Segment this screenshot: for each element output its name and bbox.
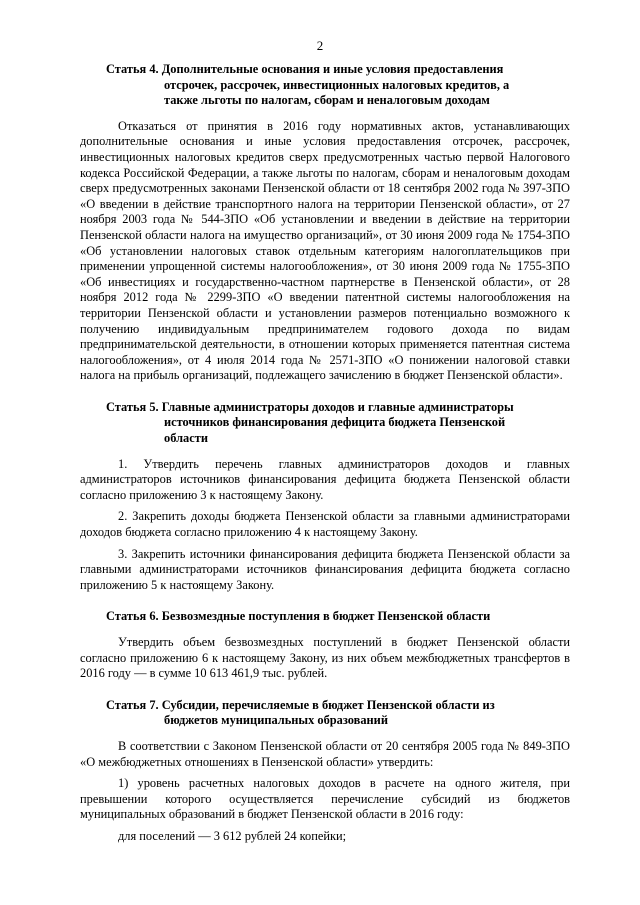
article-5-paragraph-1: 1. Утвердить перечень главных администраторов доходов и главных администраторов источников финансирования дефицита бюджета Пензенской области согласно приложению 3 к настоящему Закону. (80, 456, 570, 502)
article-7-heading (80, 698, 570, 729)
heading-line: отсрочек, рассрочек, инвестиционных налоговых кредитов, а (164, 77, 510, 92)
article-6-heading (80, 609, 570, 625)
heading-line: Статья 5. Главные администраторы доходов и главные администраторы (106, 399, 514, 414)
heading-line: Статья 7. Субсидии, перечисляемые в бюджет Пензенской области из (106, 697, 495, 712)
article-7-item-1: 1) уровень расчетных налоговых доходов в расчете на одного жителя, при превышении которого осуществляется перечисление субсидий из бюджетов муниципальных образований в бюджет Пензенской области в 2016 году: (80, 776, 570, 822)
page-number: 2 (316, 38, 324, 53)
article-7-paragraph-intro: В соответствии с Законом Пензенской области от 20 сентября 2005 года № 849-ЗПО «О межбюджетных отношениях в Пензенской области» утвердить: (80, 738, 570, 769)
article-5-paragraph-2: 2. Закрепить доходы бюджета Пензенской области за главными администраторами доходов бюджета согласно приложению 4 к настоящему Закону. (80, 509, 570, 540)
article-5-paragraph-3: 3. Закрепить источники финансирования дефицита бюджета Пензенской области за главными администраторами источников финансирования дефицита бюджета согласно приложению 5 к настоящему Закону. (80, 546, 570, 592)
heading-line: Статья 6. Безвозмездные поступления в бюджет Пензенской области (106, 609, 491, 624)
heading-line: также льготы по налогам, сборам и неналоговым доходам (164, 93, 490, 108)
heading-line: области (164, 431, 208, 446)
article-6-paragraph: Утвердить объем безвозмездных поступлений в бюджет Пензенской области согласно приложению 6 к настоящему Закону, из них объем межбюджетных трансфертов в 2016 году — в сумме 10 613 461,9 тыс. рублей. (80, 635, 570, 681)
article-5-heading (80, 400, 570, 447)
heading-line: бюджетов муниципальных образований (164, 713, 388, 728)
article-4-paragraph: Отказаться от принятия в 2016 году нормативных актов, устанавливающих дополнительные основания и иные условия предоставления отсрочек, рассрочек, инвестиционных налоговых кредитов сверх предусмотренных частью первой Налогового кодекса Российской Федерации, а также льготы по налогам, сборам и неналоговым доходам сверх предусмотренных законами Пензенской области от 18 сентября 2002 года № 397-ЗПО «О введении в действие транспортного налога на территории Пензенской области», от 27 ноября 2003 года № 544-ЗПО «Об установлении и введении в действие на территории Пензенской области налога на имущество организаций», от 30 июня 2009 года № 1754-ЗПО «Об установлении налоговых ставок отдельным категориям налогоплательщиков при применении упрощенной системы налогообложения», от 30 июня 2009 года № 1755-ЗПО «Об инвестициях и государственно-частном партнерстве в Пензенской области», от 28 ноября 2012 года № 2299-ЗПО «О введении патентной системы налогообложения на территории Пензенской области и установлении размеров потенциально возможного к получению индивидуальным предпринимателем годового дохода по видам предпринимательской деятельности, в отношении которых применяется патентная система налогообложения», от 4 июля 2014 года № 2571-ЗПО «О понижении налоговой ставки налога на прибыль организаций, подлежащего зачислению в бюджет Пензенской области». (80, 118, 570, 383)
heading-line: источников финансирования дефицита бюджета Пензенской (164, 415, 506, 430)
article-4-heading (80, 62, 570, 109)
document-body (80, 62, 570, 851)
heading-line: Статья 4. Дополнительные основания и иные условия предоставления (106, 62, 504, 76)
article-7-settlements-value: для поселений — 3 612 рублей 24 копейки; (118, 828, 347, 843)
